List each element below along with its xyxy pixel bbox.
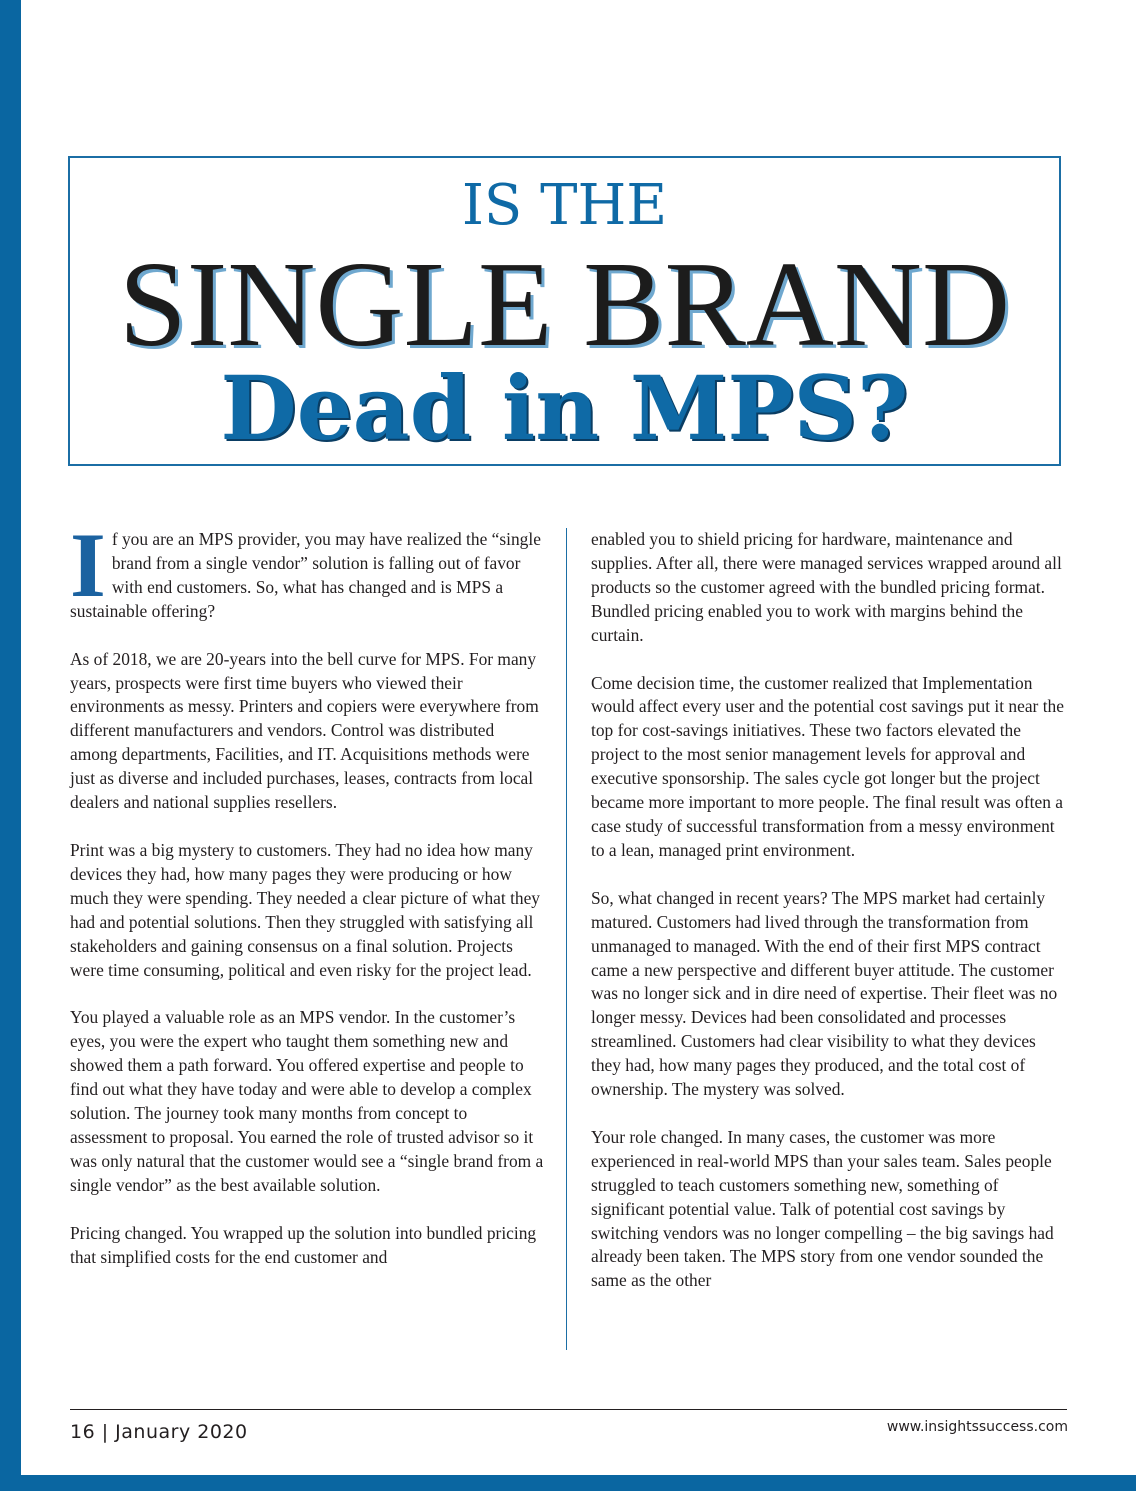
column-divider <box>566 528 567 1350</box>
article-left-column <box>70 514 545 1293</box>
title-box <box>68 156 1061 466</box>
article-paragraph: So, what changed in recent years? The MPS market had certainly matured. Customers had lived through the transformation from unmanaged to managed. With the end of their first MPS contract came a new perspective and different buyer attitude. The customer was no longer sick and in dire need of expertise. Their fleet was no longer messy. Devices had been consolidated and processes streamlined. Customers had clear visibility to what they devices they had, how many pages they produced, and the total cost of ownership. The mystery was solved. <box>591 887 1058 1100</box>
title-line-dead-in-mps: Dead in MPS? <box>220 356 909 460</box>
article-paragraph <box>70 514 545 624</box>
article-paragraph: As of 2018, we are 20-years into the bell curve for MPS. For many years, prospects were first time buyers who viewed their environments as messy. Printers and copiers were everywhere from different manufacturers and vendors. Control was distributed among departments, Facilities, and IT. Acquisitions methods were just as diverse and included purchases, leases, contracts from local dealers and national supplies resellers. <box>70 648 539 813</box>
website-url: www.insightssuccess.com <box>886 1419 1068 1435</box>
drop-cap: I <box>70 514 106 616</box>
footer-rule <box>70 1409 1067 1410</box>
article-right-column <box>591 528 1065 1317</box>
title-line-is-the: IS THE <box>461 173 668 238</box>
article-paragraph: Come decision time, the customer realized that Implementation would affect every user and the potential cost savings put it near the top for cost-savings initiatives. These two factors elevated the project to the most senior management levels for approval and executive sponsorship. The sales cycle got longer but the project became more important to more people. The final result was often a case study of successful transformation from a messy environment to a lean, managed print environment. <box>591 672 1064 860</box>
bottom-accent-bar <box>0 1475 1136 1491</box>
article-paragraph: You played a valuable role as an MPS vendor. In the customer’s eyes, you were the expert who taught them something new and showed them a path forward. You offered expertise and people to find out what they have today and were able to develop a complex solution. The journey took many months from concept to assessment to proposal. You earned the role of trusted advisor so it was only natural that the customer would see a “single brand from a single vendor” as the best available solution. <box>70 1007 544 1195</box>
article-paragraph: Your role changed. In many cases, the customer was more experienced in real-world MPS than your sales team. Sales people struggled to teach customers something new, something of significant potential value. Talk of potential cost savings by switching vendors was no longer compelling – the big savings had already been taken. The MPS story from one vendor sounded the same as the other <box>591 1126 1054 1291</box>
article-paragraph: Pricing changed. You wrapped up the solution into bundled pricing that simplified costs for the end customer and <box>70 1222 537 1267</box>
paragraph-text: f you are an MPS provider, you may have realized the “single brand from a single vendor” solution is falling out of favor with end customers. So, what has changed and is MPS a sustainable offering? <box>70 529 541 621</box>
title-line-single-brand: SINGLE BRAND <box>118 237 1011 372</box>
left-accent-bar <box>0 0 21 1491</box>
page-number-date: 16 | January 2020 <box>70 1421 248 1443</box>
article-paragraph: Print was a big mystery to customers. They had no idea how many devices they had, how many pages they were producing or how much they were spending. They needed a clear picture of what they had and potential solutions. Then they struggled with satisfying all stakeholders and gaining consensus on a final solution. Projects were time consuming, political and even risky for the project lead. <box>70 839 541 980</box>
article-paragraph: enabled you to shield pricing for hardware, maintenance and supplies. After all, there were managed services wrapped around all products so the customer agreed with the bundled pricing format. Bundled pricing enabled you to work with margins behind the curtain. <box>591 529 1062 645</box>
